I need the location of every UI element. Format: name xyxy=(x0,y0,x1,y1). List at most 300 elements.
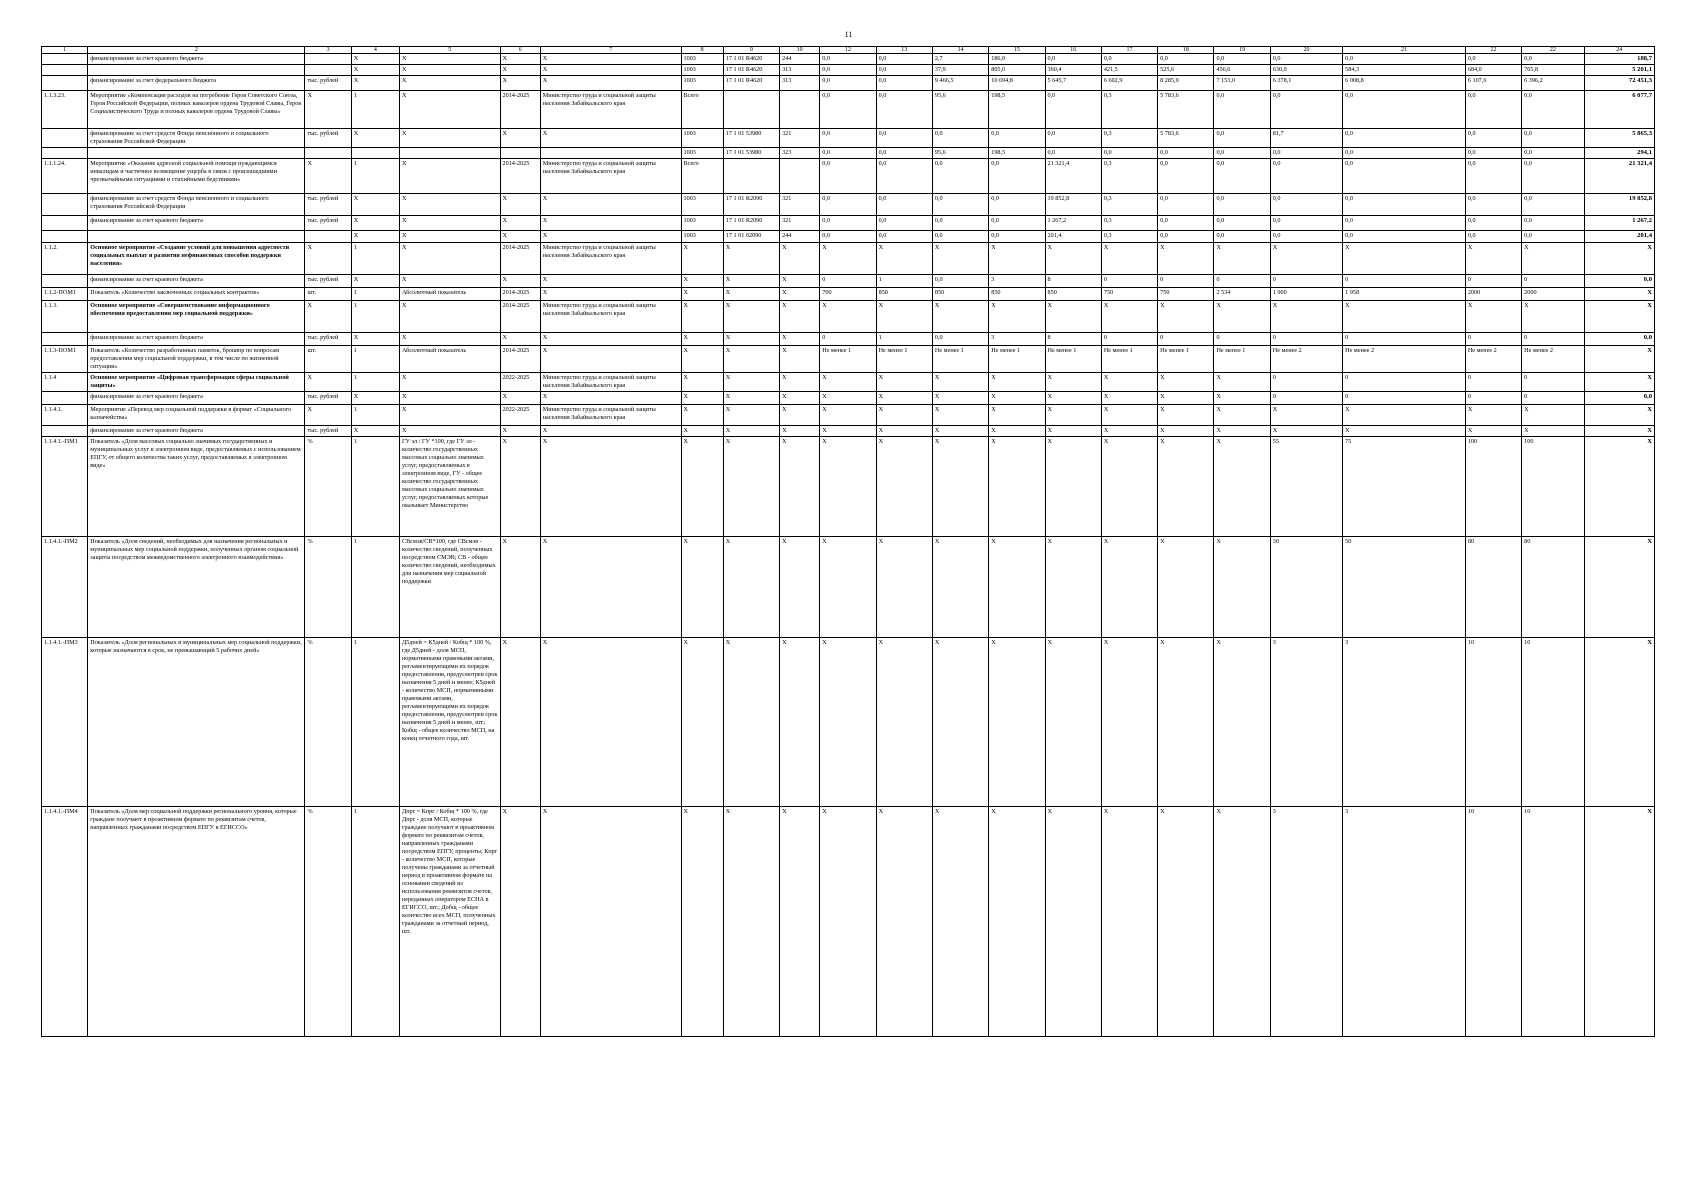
table-cell: Х xyxy=(1343,243,1466,275)
row-description-cell: Показатель «Количество разработанных памяток, брошюр по вопросам предоставления мер социальной поддержки, в том числе по жизненной ситуации» xyxy=(88,346,305,373)
table-cell: 5 783,6 xyxy=(1158,91,1214,129)
row-code-cell xyxy=(42,194,88,216)
row-description-cell: Мероприятие «Оказание адресной социальной помощи нуждающимся инвалидам и частичное возмещение ущерба в связи с произошедшими чрезвычайными ситуациями и стихийными бедствиями» xyxy=(88,159,305,194)
table-cell: 0,0 xyxy=(876,54,932,65)
table-cell: Х xyxy=(305,373,351,392)
table-cell: 0,0 xyxy=(876,194,932,216)
table-cell: Х xyxy=(500,537,540,638)
row-description-cell: финансирование за счет средств Фонда пенсионного и социального страхования Российской Федерации xyxy=(88,194,305,216)
column-number-cell: 5 xyxy=(399,47,500,54)
table-cell: 0,3 xyxy=(1101,91,1157,129)
row-description-cell: финансирование за счет краевого бюджета xyxy=(88,54,305,65)
table-cell: 9 466,5 xyxy=(932,76,988,91)
table-cell: 321 xyxy=(780,216,820,231)
table-cell xyxy=(305,65,351,76)
row-description-cell xyxy=(88,231,305,243)
table-cell: Не менее 2 xyxy=(1343,346,1466,373)
table-cell: 0,0 xyxy=(1343,129,1466,148)
table-cell: 0,0 xyxy=(1045,148,1101,159)
table-cell: Х xyxy=(1158,301,1214,333)
table-cell: Х xyxy=(351,426,399,437)
table-cell: 0,0 xyxy=(1101,148,1157,159)
row-code-cell xyxy=(42,65,88,76)
table-cell: Не менее 2 xyxy=(1270,346,1342,373)
table-cell: 0,0 xyxy=(1465,129,1521,148)
table-cell: Х xyxy=(1101,638,1157,807)
table-cell: Х xyxy=(500,194,540,216)
table-cell: Не менее 2 xyxy=(1522,346,1584,373)
row-total-cell: 6 077,7 xyxy=(1584,91,1655,129)
table-cell: 6 107,6 xyxy=(1465,76,1521,91)
table-row xyxy=(42,194,1655,216)
table-cell: Х xyxy=(1214,437,1270,537)
row-code-cell: 1.1.3.23. xyxy=(42,91,88,129)
table-cell: 2014-2025 xyxy=(500,91,540,129)
table-cell: 0 xyxy=(1465,333,1521,346)
table-cell: 0,0 xyxy=(932,275,988,288)
table-cell: 750 xyxy=(1101,288,1157,301)
row-code-cell xyxy=(42,54,88,65)
table-cell: Министерство труда и социальной защиты населения Забайкальского края xyxy=(540,301,681,333)
table-cell: Х xyxy=(723,807,779,1037)
row-total-cell: Х xyxy=(1584,537,1655,638)
table-cell: Х xyxy=(399,216,500,231)
table-cell: 0 xyxy=(1101,275,1157,288)
table-row xyxy=(42,76,1655,91)
table-cell: Х xyxy=(989,243,1045,275)
table-cell: 0,0 xyxy=(989,216,1045,231)
table-cell: Х xyxy=(1158,437,1214,537)
table-cell: 1003 xyxy=(681,231,723,243)
table-cell: Х xyxy=(500,275,540,288)
table-cell: 0 xyxy=(1101,333,1157,346)
row-code-cell: 1.1.4.1.-ПМ4 xyxy=(42,807,88,1037)
table-cell: Х xyxy=(1101,373,1157,392)
table-cell: 0,0 xyxy=(1522,129,1584,148)
table-cell: Х xyxy=(820,405,876,426)
table-cell: Х xyxy=(1045,405,1101,426)
table-row xyxy=(42,807,1655,1037)
column-number-cell: 24 xyxy=(1584,47,1655,54)
table-cell: 0,0 xyxy=(1522,91,1584,129)
table-cell: Х xyxy=(780,333,820,346)
table-cell: 0,0 xyxy=(1522,231,1584,243)
table-cell: Не менее 2 xyxy=(1465,346,1521,373)
table-cell: 21 321,4 xyxy=(1045,159,1101,194)
table-cell: 75 xyxy=(1343,437,1466,537)
table-cell: 0,0 xyxy=(876,148,932,159)
table-cell: 17 1 01 R2090 xyxy=(723,194,779,216)
table-cell: Х xyxy=(681,537,723,638)
table-cell: 1 xyxy=(351,437,399,537)
table-cell: 0 xyxy=(1270,392,1342,405)
table-cell: Х xyxy=(820,537,876,638)
table-row xyxy=(42,129,1655,148)
table-cell: 421,5 xyxy=(1101,65,1157,76)
table-cell: Х xyxy=(1045,373,1101,392)
table-cell: Министерство труда и социальной защиты населения Забайкальского края xyxy=(540,91,681,129)
table-row xyxy=(42,346,1655,373)
table-cell: 0 xyxy=(1465,392,1521,405)
column-number-cell: 1 xyxy=(42,47,88,54)
table-cell: 0,0 xyxy=(1158,216,1214,231)
table-cell: 17 1 01 53980 xyxy=(723,148,779,159)
table-cell: 244 xyxy=(780,54,820,65)
table-cell: 17 1 01 53980 xyxy=(723,129,779,148)
table-cell: 0,0 xyxy=(1522,54,1584,65)
row-total-cell: Х xyxy=(1584,346,1655,373)
table-cell: 0,0 xyxy=(1214,91,1270,129)
column-number-cell: 8 xyxy=(681,47,723,54)
table-cell xyxy=(723,159,779,194)
table-cell: 8 xyxy=(1045,333,1101,346)
table-cell: Х xyxy=(1101,392,1157,405)
table-cell: 456,6 xyxy=(1214,65,1270,76)
table-cell: Д5дней = К5дней / Кобщ * 100 %, где Д5дней - доля МСП, нормативными правовыми актами, регламентирующими их порядок предоставления, предусмотрен срок назначения 5 дней и менее; К5дней - количество МСП, нормативными правовыми актами, регламентирующими их порядок предоставления, предусмотрен срок назначения 5 дней и менее, шт.; Кобщ - общее количество МСП, на конец отчетного года, шт. xyxy=(399,638,500,807)
table-cell: Х xyxy=(681,807,723,1037)
table-cell: Не менее 1 xyxy=(1158,346,1214,373)
table-cell: 850 xyxy=(932,288,988,301)
table-cell: Х xyxy=(500,638,540,807)
table-cell: Не менее 1 xyxy=(1045,346,1101,373)
column-number-cell: 22 xyxy=(1522,47,1584,54)
table-cell: 2022-2025 xyxy=(500,373,540,392)
row-description-cell: Показатель «Доля сведений, необходимых для назначения региональных и муниципальных мер социальной поддержки, полученных органом социальной защиты посредством межведомственного электронного взаимодействия» xyxy=(88,537,305,638)
table-row xyxy=(42,275,1655,288)
table-cell: Х xyxy=(989,301,1045,333)
table-cell: 850 xyxy=(1045,288,1101,301)
table-cell: Х xyxy=(876,301,932,333)
table-cell: 700 xyxy=(820,288,876,301)
table-cell: 1003 xyxy=(681,129,723,148)
table-cell: 186,0 xyxy=(989,54,1045,65)
table-cell: Х xyxy=(540,275,681,288)
table-cell: Министерство труда и социальной защиты населения Забайкальского края xyxy=(540,159,681,194)
table-cell: Министерство труда и социальной защиты населения Забайкальского края xyxy=(540,405,681,426)
table-cell: 0,0 xyxy=(1158,231,1214,243)
table-cell: Х xyxy=(500,392,540,405)
table-cell: 0,0 xyxy=(932,333,988,346)
table-cell: 0,0 xyxy=(1343,54,1466,65)
table-cell: 30 xyxy=(1270,537,1342,638)
table-cell: Х xyxy=(876,807,932,1037)
table-cell: 3 xyxy=(989,333,1045,346)
row-code-cell xyxy=(42,392,88,405)
table-cell: Х xyxy=(989,437,1045,537)
table-cell: 3 xyxy=(1343,638,1466,807)
table-cell: тыс. рублей xyxy=(305,275,351,288)
table-cell xyxy=(723,91,779,129)
table-cell: 750 xyxy=(1158,288,1214,301)
column-number-cell: 15 xyxy=(989,47,1045,54)
table-cell: 0,0 xyxy=(932,231,988,243)
table-cell: Х xyxy=(351,216,399,231)
row-code-cell: 1.1.4.1.-ПМ3 xyxy=(42,638,88,807)
table-cell: Х xyxy=(399,194,500,216)
table-cell: 0,0 xyxy=(876,159,932,194)
table-cell: 10 694,8 xyxy=(989,76,1045,91)
table-cell: 1 958 xyxy=(1343,288,1466,301)
table-cell: 17 1 01 02090 xyxy=(723,231,779,243)
table-cell xyxy=(780,91,820,129)
table-row xyxy=(42,231,1655,243)
table-cell: 0,0 xyxy=(1214,194,1270,216)
table-cell xyxy=(305,54,351,65)
table-row xyxy=(42,65,1655,76)
table-cell: Х xyxy=(989,392,1045,405)
table-cell xyxy=(305,148,351,159)
table-cell: Х xyxy=(399,392,500,405)
table-cell: Х xyxy=(1045,426,1101,437)
table-cell: 630,0 xyxy=(1270,65,1342,76)
table-cell: Х xyxy=(1101,537,1157,638)
table-cell: Х xyxy=(876,373,932,392)
row-code-cell xyxy=(42,333,88,346)
table-cell: Х xyxy=(1465,405,1521,426)
table-cell: Х xyxy=(500,231,540,243)
table-cell: 1003 xyxy=(681,194,723,216)
table-cell: Х xyxy=(399,129,500,148)
table-cell: Х xyxy=(399,373,500,392)
table-cell: 0,0 xyxy=(1343,159,1466,194)
table-cell: Х xyxy=(723,405,779,426)
table-row xyxy=(42,373,1655,392)
table-cell: Х xyxy=(540,231,681,243)
table-cell: 1 xyxy=(351,91,399,129)
table-cell: Х xyxy=(1214,405,1270,426)
table-cell: Х xyxy=(351,231,399,243)
column-number-cell: 10 xyxy=(780,47,820,54)
table-cell: 2,7 xyxy=(932,54,988,65)
table-cell: 0,0 xyxy=(1270,216,1342,231)
table-cell: Х xyxy=(932,537,988,638)
table-cell: 0,0 xyxy=(876,76,932,91)
table-cell: 1 267,2 xyxy=(1045,216,1101,231)
table-cell: Абсолютный показатель xyxy=(399,346,500,373)
table-cell: 6 396,2 xyxy=(1522,76,1584,91)
row-code-cell: 1.1.4.1. xyxy=(42,405,88,426)
table-cell: Х xyxy=(820,426,876,437)
table-cell: 1 900 xyxy=(1270,288,1342,301)
row-description-cell: финансирование за счет краевого бюджета xyxy=(88,333,305,346)
table-cell: тыс. рублей xyxy=(305,129,351,148)
table-cell: 0 xyxy=(1270,275,1342,288)
table-cell: 584,3 xyxy=(1343,65,1466,76)
table-cell: Х xyxy=(305,301,351,333)
row-description-cell: финансирование за счет краевого бюджета xyxy=(88,216,305,231)
row-description-cell: Показатель «Доля мер социальной поддержки регионального уровня, которые граждане получают в проактивном формате по реквизитам счетов, направленных гражданами посредством ЕПГУ в ЕГИССО» xyxy=(88,807,305,1037)
table-cell: Х xyxy=(1522,301,1584,333)
table-cell: Х xyxy=(820,301,876,333)
table-cell: Х xyxy=(932,373,988,392)
table-cell: 100 xyxy=(1465,437,1521,537)
table-cell: 81,7 xyxy=(1270,129,1342,148)
table-cell: Х xyxy=(1214,426,1270,437)
table-cell: Всего xyxy=(681,159,723,194)
table-cell: 0,0 xyxy=(1343,231,1466,243)
table-cell: % xyxy=(305,807,351,1037)
table-cell: 0,3 xyxy=(1101,129,1157,148)
table-row xyxy=(42,159,1655,194)
table-cell: Х xyxy=(540,392,681,405)
table-cell: Х xyxy=(681,638,723,807)
table-cell: Х xyxy=(540,65,681,76)
column-number-cell: 4 xyxy=(351,47,399,54)
table-cell: Х xyxy=(1158,638,1214,807)
table-cell: Х xyxy=(1158,392,1214,405)
table-cell: Х xyxy=(876,392,932,405)
table-cell: СВсмэв/СВ*100, где СВсмэв - количество сведений, полученных посредством СМЭВ; СВ - общее количество сведений, необходимых для назначения мер социальной поддержки xyxy=(399,537,500,638)
table-cell: Х xyxy=(989,537,1045,638)
table-cell: тыс. рублей xyxy=(305,216,351,231)
table-cell: 0,0 xyxy=(876,216,932,231)
table-cell: Х xyxy=(723,638,779,807)
row-code-cell xyxy=(42,76,88,91)
table-cell: Х xyxy=(540,194,681,216)
table-cell: Х xyxy=(500,129,540,148)
table-cell: 0 xyxy=(1522,373,1584,392)
table-cell: Х xyxy=(540,54,681,65)
table-cell: Министерство труда и социальной защиты населения Забайкальского края xyxy=(540,243,681,275)
table-cell: Х xyxy=(540,216,681,231)
table-cell: 2014-2025 xyxy=(500,159,540,194)
table-cell: Х xyxy=(1522,243,1584,275)
table-cell: тыс. рублей xyxy=(305,426,351,437)
table-cell: 0,0 xyxy=(1158,148,1214,159)
table-cell: 0 xyxy=(1158,333,1214,346)
table-cell: шт. xyxy=(305,288,351,301)
table-cell: Не менее 1 xyxy=(820,346,876,373)
table-cell: Х xyxy=(780,537,820,638)
table-cell: Х xyxy=(500,426,540,437)
table-cell: Х xyxy=(500,807,540,1037)
table-cell: Х xyxy=(1465,301,1521,333)
row-code-cell xyxy=(42,129,88,148)
table-cell: Х xyxy=(1214,301,1270,333)
table-cell: % xyxy=(305,537,351,638)
table-cell: 3 xyxy=(989,275,1045,288)
table-cell: 1 xyxy=(351,301,399,333)
table-cell: Х xyxy=(399,159,500,194)
table-cell: Х xyxy=(681,426,723,437)
table-row xyxy=(42,288,1655,301)
table-cell: Х xyxy=(780,426,820,437)
table-cell: 100 xyxy=(1522,437,1584,537)
table-cell: 17 1 01 R4620 xyxy=(723,54,779,65)
row-description-cell: финансирование за счет федерального бюджета xyxy=(88,76,305,91)
table-cell: Х xyxy=(1270,243,1342,275)
page-number: 11 xyxy=(844,30,853,39)
table-cell: 95,6 xyxy=(932,91,988,129)
table-row xyxy=(42,638,1655,807)
table-cell: 7 153,0 xyxy=(1214,76,1270,91)
table-cell: Х xyxy=(1045,243,1101,275)
table-cell: тыс. рублей xyxy=(305,76,351,91)
table-cell: Х xyxy=(932,807,988,1037)
table-cell: 0 xyxy=(1343,275,1466,288)
table-cell: Х xyxy=(932,392,988,405)
table-cell: Х xyxy=(1101,807,1157,1037)
table-cell: 0,0 xyxy=(932,129,988,148)
table-cell: 0,0 xyxy=(1214,148,1270,159)
row-description-cell: финансирование за счет средств Фонда пенсионного и социального страхования Российской Федерации xyxy=(88,129,305,148)
table-cell xyxy=(399,148,500,159)
table-cell: 37,9 xyxy=(932,65,988,76)
table-cell: 684,0 xyxy=(1465,65,1521,76)
table-cell: 0 xyxy=(1465,373,1521,392)
table-cell: Х xyxy=(681,333,723,346)
column-number-cell: 16 xyxy=(1045,47,1101,54)
table-cell: 1 xyxy=(351,638,399,807)
row-total-cell: 5 865,3 xyxy=(1584,129,1655,148)
row-code-cell xyxy=(42,148,88,159)
table-cell: тыс. рублей xyxy=(305,392,351,405)
table-row xyxy=(42,437,1655,537)
table-cell: Х xyxy=(1343,426,1466,437)
table-cell xyxy=(540,148,681,159)
table-cell: 360,4 xyxy=(1045,65,1101,76)
table-cell: Х xyxy=(351,333,399,346)
table-cell: Х xyxy=(351,275,399,288)
row-total-cell: 0,0 xyxy=(1584,392,1655,405)
table-cell: Х xyxy=(820,807,876,1037)
row-code-cell xyxy=(42,275,88,288)
table-cell: Х xyxy=(1101,405,1157,426)
table-cell: 0 xyxy=(1522,392,1584,405)
table-cell: Х xyxy=(780,346,820,373)
row-code-cell xyxy=(42,426,88,437)
table-cell: 2000 xyxy=(1465,288,1521,301)
table-cell: Х xyxy=(399,91,500,129)
table-cell: Х xyxy=(780,301,820,333)
table-cell: 850 xyxy=(989,288,1045,301)
table-cell: 0,0 xyxy=(1214,129,1270,148)
table-cell: Х xyxy=(876,426,932,437)
table-cell: Х xyxy=(540,288,681,301)
table-cell: Х xyxy=(989,405,1045,426)
table-cell: Х xyxy=(681,437,723,537)
table-cell: 313 xyxy=(780,76,820,91)
table-cell: Х xyxy=(1214,807,1270,1037)
row-total-cell: 294,1 xyxy=(1584,148,1655,159)
table-cell: 0 xyxy=(1522,275,1584,288)
table-cell: % xyxy=(305,437,351,537)
table-row xyxy=(42,91,1655,129)
row-total-cell: 21 321,4 xyxy=(1584,159,1655,194)
table-cell: Х xyxy=(500,54,540,65)
table-cell: 0 xyxy=(1465,275,1521,288)
table-cell: Х xyxy=(1214,243,1270,275)
table-cell: 0,0 xyxy=(1465,54,1521,65)
table-cell: 0,0 xyxy=(820,76,876,91)
table-cell: Х xyxy=(1101,243,1157,275)
table-cell: 0,3 xyxy=(1101,216,1157,231)
table-cell: Х xyxy=(1270,426,1342,437)
table-row xyxy=(42,426,1655,437)
row-description-cell: финансирование за счет краевого бюджета xyxy=(88,275,305,288)
table-cell: Х xyxy=(876,638,932,807)
row-description-cell: Основное мероприятие «Создание условий для повышения адресности социальных выплат и развития нефинансовых способов поддержки населения» xyxy=(88,243,305,275)
table-cell: 10 xyxy=(1465,807,1521,1037)
table-cell: Х xyxy=(1522,405,1584,426)
table-cell: тыс. рублей xyxy=(305,194,351,216)
table-cell: Х xyxy=(351,194,399,216)
table-cell: 0 xyxy=(1343,392,1466,405)
table-cell: Х xyxy=(500,76,540,91)
table-cell: % xyxy=(305,638,351,807)
table-cell: Х xyxy=(780,437,820,537)
table-cell: Х xyxy=(780,807,820,1037)
